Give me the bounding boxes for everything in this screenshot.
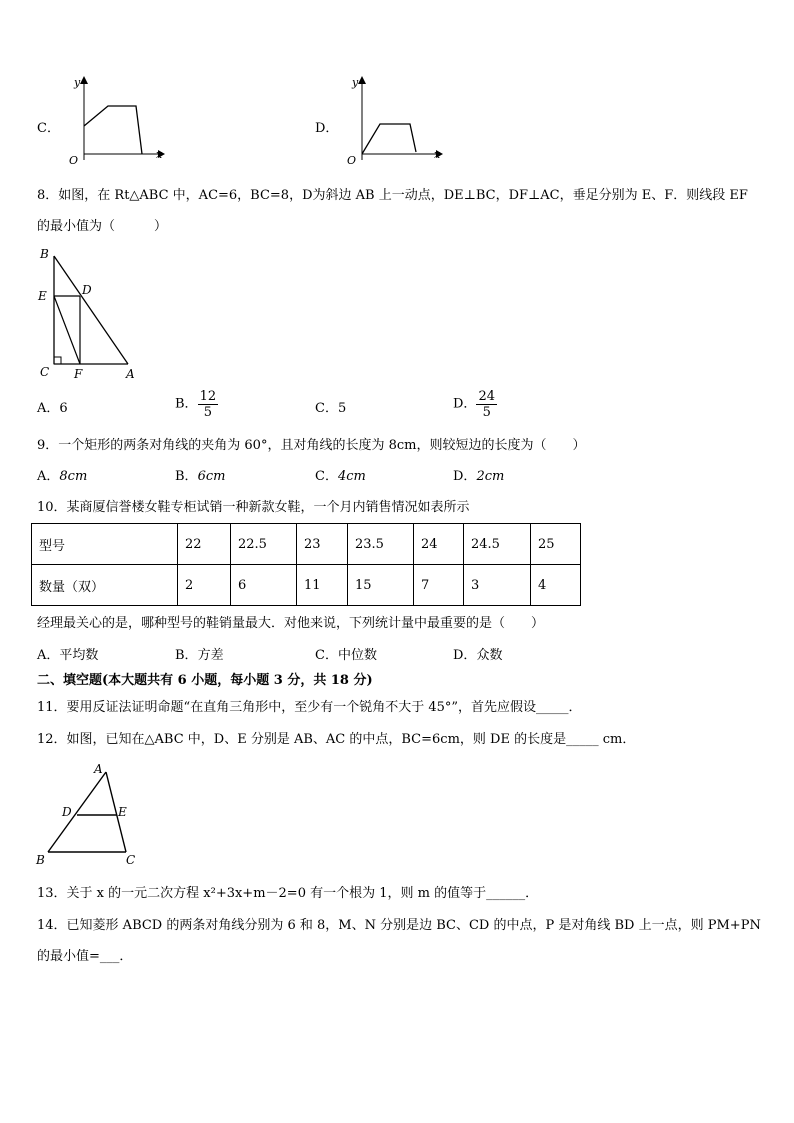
option-label: B． [175, 648, 198, 663]
table-cell: 15 [348, 565, 414, 606]
option-label: C． [315, 648, 338, 663]
side-ab [54, 256, 128, 364]
table-row [32, 565, 581, 606]
option-value: 6 [59, 401, 68, 416]
option-value: 众数 [476, 648, 503, 663]
option-label: D． [453, 648, 477, 663]
table-header-cell: 型号 [32, 524, 178, 565]
denominator: 5 [482, 405, 491, 420]
right-angle-mark [54, 357, 61, 364]
q13-text: 13．关于 x 的一元二次方程 x²+3x+m－2=0 有一个根为 1，则 m 的值等于______． [37, 886, 539, 901]
table-row [32, 524, 581, 565]
table-cell: 22.5 [231, 524, 297, 565]
label-d: D [62, 805, 72, 819]
table-cell: 3 [464, 565, 531, 606]
q8-text-line1: 8．如图，在 Rt△ABC 中，AC=6，BC=8，D为斜边 AB 上一动点，DE⊥BC，DF⊥AC，垂足分别为 E、F．则线段 EF [37, 188, 748, 203]
table-cell: 24 [414, 524, 464, 565]
sales-table [31, 523, 581, 606]
numerator: 24 [478, 389, 495, 404]
q9-option-c [315, 469, 366, 485]
q9-option-b [175, 469, 225, 485]
table-cell: 24.5 [464, 524, 531, 565]
q9-option-d [453, 469, 504, 485]
graph-line [362, 124, 416, 154]
segment-ef [54, 296, 80, 364]
denominator: 5 [203, 405, 212, 420]
option-label: A． [37, 401, 60, 416]
origin-label: O [69, 154, 79, 167]
label-a: A [94, 762, 103, 776]
label-e: E [38, 289, 47, 303]
y-axis-label: y [74, 76, 81, 89]
option-c-label: C． [37, 121, 60, 136]
q14-text-line1: 14．已知菱形 ABCD 的两条对角线分别为 6 和 8，M、N 分别是边 BC、CD 的中点，P 是对角线 BD 上一点，则 PM+PN [37, 918, 761, 933]
q10-option-b [175, 648, 224, 664]
fraction [198, 389, 219, 420]
table-cell: 23 [297, 524, 348, 565]
q9-option-a [37, 469, 87, 485]
q12-triangle-figure [34, 760, 144, 870]
label-f: F [74, 367, 83, 381]
label-b: B [40, 247, 49, 261]
option-c-graph [60, 72, 170, 168]
option-label: D． [453, 396, 477, 412]
label-a: A [126, 367, 135, 381]
table-cell: 23.5 [348, 524, 414, 565]
q8-option-a [37, 401, 68, 417]
x-axis-label: x [156, 148, 163, 161]
option-value: 4cm [337, 469, 366, 484]
numerator: 12 [199, 389, 217, 404]
q10-option-c [315, 648, 377, 664]
option-value: 8cm [59, 469, 88, 484]
table-cell: 6 [231, 565, 297, 606]
option-d-graph [338, 72, 448, 168]
q10-text: 10．某商厦信誉楼女鞋专柜试销一种新款女鞋，一个月内销售情况如表所示 [37, 500, 470, 515]
label-c: C [40, 365, 50, 379]
option-label: C． [315, 469, 338, 484]
option-label: B． [175, 396, 198, 412]
q9-text: 9．一个矩形的两条对角线的夹角为 60°，且对角线的长度为 8cm，则较短边的长度为（ ） [37, 438, 586, 453]
q10-option-a [37, 648, 98, 664]
table-cell: 4 [531, 565, 581, 606]
option-label: C． [315, 401, 338, 416]
q8-option-d [453, 389, 497, 420]
option-value: 6cm [197, 469, 226, 484]
q14-text-line2: 的最小值=___． [37, 949, 133, 964]
table-cell: 11 [297, 565, 348, 606]
option-label: D． [453, 469, 477, 484]
q11-text: 11．要用反证法证明命题“在直角三角形中，至少有一个锐角不大于 45°”，首先应假设_____． [37, 700, 582, 715]
side-ab [48, 772, 106, 852]
y-axis-label: y [352, 76, 359, 89]
table-header-cell: 数量（双） [32, 565, 178, 606]
label-d: D [82, 283, 92, 297]
q8-triangle-figure [32, 244, 144, 384]
q10-followup: 经理最关心的是，哪种型号的鞋销量最大．对他来说，下列统计量中最重要的是（ ） [37, 616, 545, 631]
option-label: A． [37, 648, 60, 663]
y-axis-arrow [80, 76, 88, 84]
y-axis-arrow [358, 76, 366, 84]
label-e: E [118, 805, 127, 819]
option-value: 方差 [197, 648, 224, 663]
x-axis-label: x [434, 148, 441, 161]
q8-option-c [315, 401, 346, 417]
table-cell: 22 [178, 524, 231, 565]
table-cell: 7 [414, 565, 464, 606]
fraction [476, 389, 497, 420]
table-cell: 25 [531, 524, 581, 565]
origin-label: O [347, 154, 357, 167]
graph-line [84, 106, 142, 154]
q12-text: 12．如图，已知在△ABC 中，D、E 分别是 AB、AC 的中点，BC=6cm，则 DE 的长度是_____ cm． [37, 732, 636, 747]
option-value: 中位数 [337, 648, 377, 663]
q8-option-b [175, 389, 218, 420]
option-label: B． [175, 469, 198, 484]
q10-option-d [453, 648, 502, 664]
option-value: 5 [337, 401, 347, 416]
label-c: C [126, 853, 136, 867]
label-b: B [36, 853, 45, 867]
option-d-label: D． [315, 121, 339, 136]
table-cell: 2 [178, 565, 231, 606]
option-value: 平均数 [59, 648, 99, 663]
option-label: A． [37, 469, 60, 484]
option-value: 2cm [476, 469, 505, 484]
q8-text-line2: 的最小值为（ ） [37, 219, 168, 234]
section-heading: 二、填空题(本大题共有 6 小题，每小题 3 分，共 18 分) [37, 673, 373, 688]
